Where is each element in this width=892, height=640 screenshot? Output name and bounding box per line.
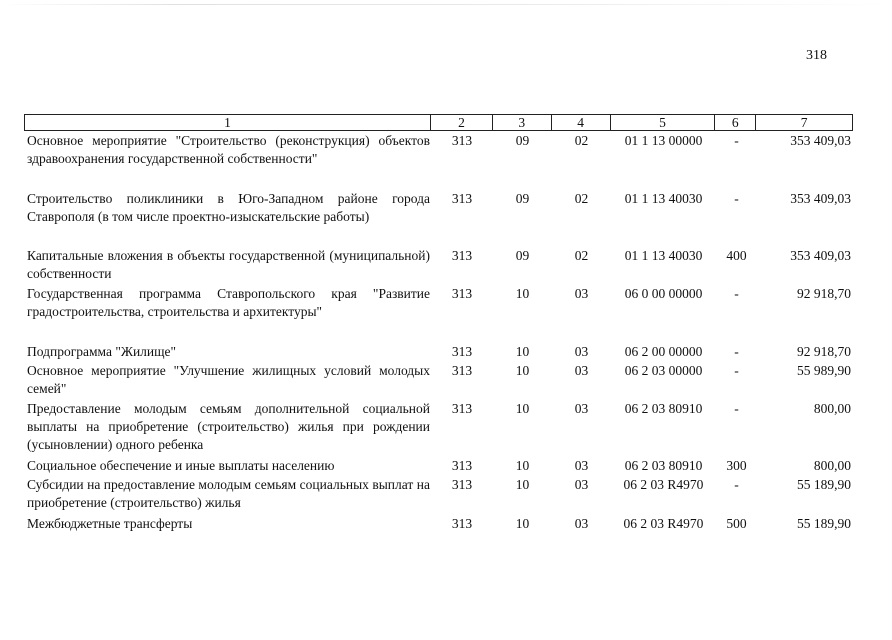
- row-section-code: 10: [515, 516, 530, 531]
- row-target-article: 06 2 03 R4970: [623, 516, 704, 531]
- row-ministry-code: 313: [451, 248, 473, 263]
- row-target-article: 06 2 00 00000: [624, 344, 703, 359]
- row-subsection-code: 03: [574, 286, 589, 301]
- row-subsection-code: 02: [574, 133, 589, 148]
- row-target-article: 06 2 03 00000: [624, 363, 703, 378]
- row-expense-type: 300: [726, 458, 747, 473]
- row-ministry-code: 313: [451, 344, 473, 359]
- row-section-code: 10: [515, 401, 530, 416]
- row-expense-type: -: [734, 477, 739, 492]
- row-expense-type: -: [734, 286, 739, 301]
- table-row: [24, 362, 853, 398]
- row-section-code: 09: [515, 133, 530, 148]
- row-target-article: 06 0 00 00000: [624, 286, 703, 301]
- row-ministry-code: 313: [451, 133, 473, 148]
- row-amount: 353 409,03: [790, 191, 851, 206]
- row-subsection-code: 03: [574, 344, 589, 359]
- row-ministry-code: 313: [451, 401, 473, 416]
- row-ministry-code: 313: [451, 191, 473, 206]
- row-expense-type: -: [734, 191, 739, 206]
- row-expense-type: -: [734, 133, 739, 148]
- row-subsection-code: 03: [574, 516, 589, 531]
- row-target-article: 01 1 13 40030: [624, 191, 703, 206]
- row-target-article: 01 1 13 00000: [624, 133, 703, 148]
- row-section-code: 10: [515, 286, 530, 301]
- row-expense-type: 400: [726, 248, 747, 263]
- row-subsection-code: 03: [574, 458, 589, 473]
- table-header: [24, 114, 853, 131]
- row-target-article: 01 1 13 40030: [624, 248, 703, 263]
- header-col-2: 2: [431, 115, 493, 130]
- row-amount: 800,00: [813, 458, 851, 473]
- row-name: Основное мероприятие "Строительство (реконструкция) объектов здравоохранения государственной собственности": [27, 133, 430, 166]
- table-row: [24, 285, 853, 321]
- row-name: Капитальные вложения в объекты государственной (муниципальной) собственности: [27, 248, 430, 281]
- row-section-code: 10: [515, 344, 530, 359]
- row-subsection-code: 02: [574, 248, 589, 263]
- row-name: Субсидии на предоставление молодым семьям социальных выплат на приобретение (строительство) жилья: [27, 477, 430, 510]
- row-expense-type: -: [734, 344, 739, 359]
- header-col-7: 7: [800, 115, 808, 130]
- row-amount: 353 409,03: [790, 133, 851, 148]
- header-col-1: 1: [25, 115, 431, 130]
- row-subsection-code: 03: [574, 363, 589, 378]
- row-section-code: 10: [515, 477, 530, 492]
- row-amount: 92 918,70: [797, 344, 851, 359]
- row-target-article: 06 2 03 80910: [624, 458, 703, 473]
- row-name: Строительство поликлиники в Юго-Западном районе города Ставрополя (в том числе проектно-изыскательские работы): [27, 191, 430, 224]
- row-amount: 55 989,90: [797, 363, 851, 378]
- row-name: Подпрограмма "Жилище": [27, 344, 177, 359]
- row-amount: 353 409,03: [790, 248, 851, 263]
- row-amount: 55 189,90: [797, 516, 851, 531]
- table-row: [24, 190, 853, 226]
- row-expense-type: -: [734, 363, 739, 378]
- row-name: Межбюджетные трансферты: [27, 516, 193, 531]
- header-col-4: 4: [552, 115, 611, 130]
- table-row: [24, 132, 853, 168]
- table-row: [24, 476, 853, 512]
- row-section-code: 09: [515, 191, 530, 206]
- row-expense-type: -: [734, 401, 739, 416]
- row-subsection-code: 02: [574, 191, 589, 206]
- row-ministry-code: 313: [451, 363, 473, 378]
- table-row: [24, 400, 853, 454]
- row-amount: 55 189,90: [797, 477, 851, 492]
- row-name: Государственная программа Ставропольского края "Развитие градостроительства, строительства и архитектуры": [27, 286, 430, 319]
- row-subsection-code: 03: [574, 401, 589, 416]
- row-name: Предоставление молодым семьям дополнительной социальной выплаты на приобретение (строительство) жилья при рождении (усыновлении) одного ребенка: [27, 401, 430, 452]
- table-row: [24, 515, 853, 533]
- page-number: 318: [806, 48, 827, 63]
- row-expense-type: 500: [726, 516, 747, 531]
- header-col-3: 3: [493, 115, 552, 130]
- row-amount: 92 918,70: [797, 286, 851, 301]
- row-ministry-code: 313: [451, 458, 473, 473]
- header-col-5: 5: [611, 115, 716, 130]
- row-ministry-code: 313: [451, 477, 473, 492]
- table-row: [24, 247, 853, 283]
- row-ministry-code: 313: [451, 516, 473, 531]
- row-name: Основное мероприятие "Улучшение жилищных условий молодых семей": [27, 363, 430, 396]
- table-row: [24, 457, 853, 475]
- row-section-code: 09: [515, 248, 530, 263]
- table-row: [24, 343, 853, 361]
- row-target-article: 06 2 03 80910: [624, 401, 703, 416]
- row-section-code: 10: [515, 363, 530, 378]
- header-col-6: 6: [715, 115, 756, 130]
- row-amount: 800,00: [813, 401, 851, 416]
- row-name: Социальное обеспечение и иные выплаты населению: [27, 458, 335, 473]
- scan-edge-artifact: [0, 4, 892, 5]
- row-section-code: 10: [515, 458, 530, 473]
- row-subsection-code: 03: [574, 477, 589, 492]
- row-ministry-code: 313: [451, 286, 473, 301]
- row-target-article: 06 2 03 R4970: [623, 477, 704, 492]
